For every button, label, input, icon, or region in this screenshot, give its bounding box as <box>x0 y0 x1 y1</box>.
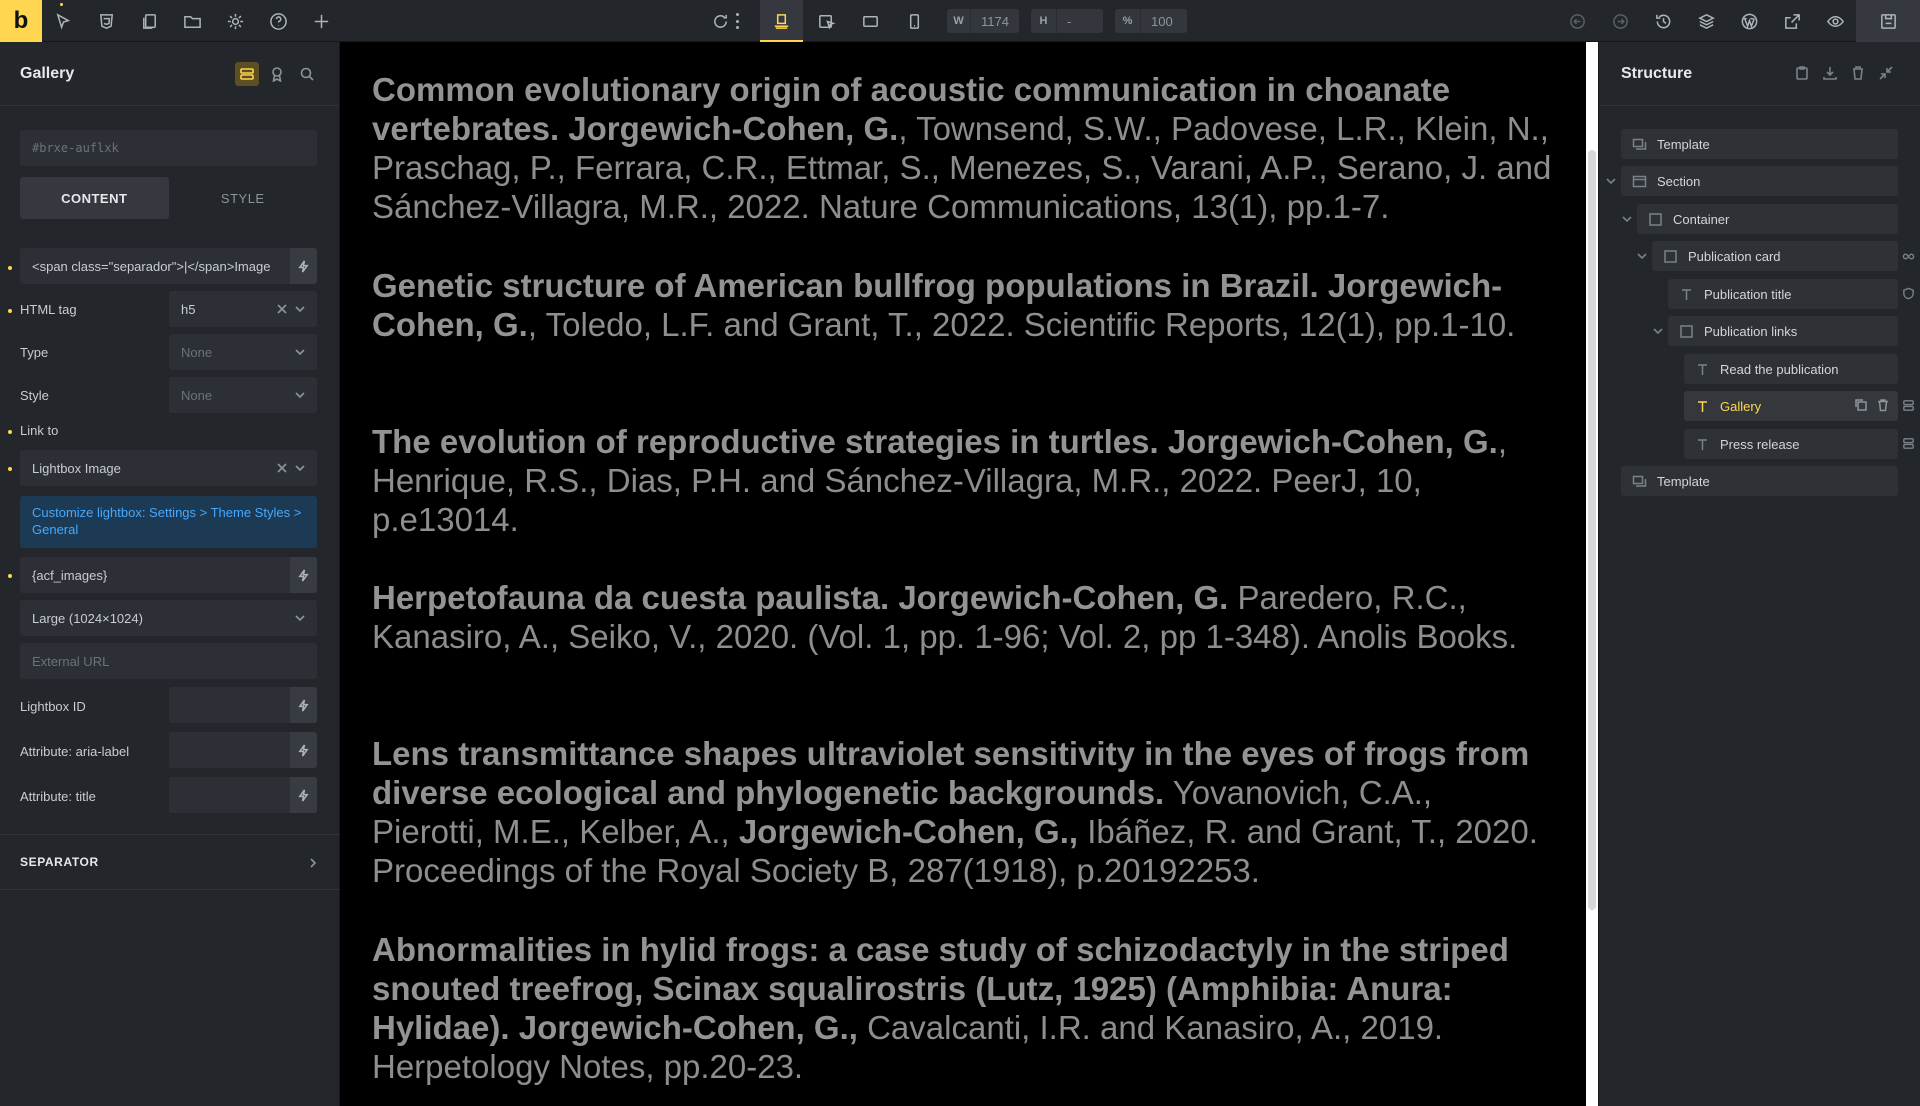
publication-entry[interactable] <box>372 266 1552 344</box>
style-label: Style <box>20 388 49 403</box>
modified-dot <box>8 266 12 270</box>
publication-entry[interactable] <box>372 734 1552 890</box>
type-label: Type <box>20 345 49 360</box>
structure-node-publication-title[interactable]: Publication title <box>1668 279 1898 309</box>
publication-title: Abnormalities in hylid frogs: a case study of schizodactyly in the striped snouted treefrog, Scinax squalirostris (Lutz, 1925) (Amphibia: Anura: Hylidae). <box>372 931 1509 1046</box>
publication-coauthors: Yovanovich, C.A., Pierotti, M.E., Kelber, A., <box>372 774 1433 850</box>
publication-author: Jorgewich-Cohen, G., <box>518 1009 858 1046</box>
tab-content[interactable]: CONTENT <box>20 177 169 219</box>
section-icon <box>1631 173 1647 189</box>
text-content-input[interactable]: <span class="separador">|</span>Image <box>20 248 317 284</box>
html-tag-select[interactable]: h5 <box>169 291 317 327</box>
publication-title: Common evolutionary origin of acoustic communication in choanate vertebrates. <box>372 71 1451 147</box>
structure-node-gallery[interactable]: Gallery <box>1684 391 1898 421</box>
text-icon <box>1694 436 1710 452</box>
clear-icon[interactable] <box>275 461 289 475</box>
clipboard-icon[interactable] <box>1794 65 1812 83</box>
canvas-scrollbar-thumb[interactable] <box>1588 150 1596 910</box>
chevron-right-icon <box>306 856 320 870</box>
chevron-down-icon[interactable] <box>1620 212 1634 226</box>
chevron-down-icon <box>293 345 307 359</box>
text-icon <box>1694 398 1710 414</box>
structure-node-section[interactable]: Section <box>1621 166 1898 196</box>
chevron-down-icon <box>293 388 307 402</box>
search-icon[interactable] <box>295 62 319 86</box>
modified-dot <box>8 309 12 313</box>
external-link-icon[interactable] <box>1771 0 1814 42</box>
tablet-icon[interactable] <box>849 0 892 42</box>
bricks-logo[interactable]: b <box>0 0 42 42</box>
dynamic-data-icon[interactable] <box>290 687 317 723</box>
tablet-landscape-icon[interactable] <box>805 0 848 42</box>
aria-label-input[interactable] <box>169 732 317 768</box>
chevron-down-icon[interactable] <box>1651 324 1665 338</box>
builder-canvas[interactable] <box>340 42 1586 1106</box>
modified-dot <box>8 467 12 471</box>
panel-header <box>0 42 339 106</box>
structure-title: Structure <box>1621 64 1693 82</box>
publication-author: Jorgewich-Cohen, G. <box>568 110 899 147</box>
mobile-icon[interactable] <box>893 0 936 42</box>
cursor-icon[interactable] <box>42 0 85 42</box>
wordpress-icon[interactable] <box>1728 0 1771 42</box>
separator-section-toggle[interactable]: SEPARATOR <box>0 834 340 890</box>
element-title: Gallery <box>20 64 75 82</box>
folder-icon[interactable] <box>171 0 214 42</box>
help-icon[interactable] <box>257 0 300 42</box>
lightbox-info-box[interactable]: Customize lightbox: Settings > Theme Styles > General <box>20 496 317 548</box>
structure-header <box>1599 42 1920 106</box>
template-icon <box>1631 473 1647 489</box>
structure-node-read-publication[interactable]: Read the publication <box>1684 354 1898 384</box>
publication-details: , Henrique, R.S., Dias, P.H. and Sánchez-Villagra, M.R., 2022. PeerJ, 10, p.e13014. <box>372 423 1508 538</box>
text-icon <box>1694 361 1710 377</box>
trash-icon[interactable] <box>1876 398 1890 415</box>
link-to-label: Link to <box>20 423 59 438</box>
clear-icon[interactable] <box>275 302 289 316</box>
publication-details: Paredero, R.C., Kanasiro, A., Seiko, V., 2020. (Vol. 1, pp. 1-96; Vol. 2, pp 1-348). Anolis Books. <box>372 579 1518 655</box>
publication-entry[interactable] <box>372 70 1552 226</box>
add-icon[interactable] <box>300 0 343 42</box>
publication-title: Genetic structure of American bullfrog populations in Brazil. <box>372 267 1319 304</box>
loop-icon <box>1902 250 1916 264</box>
badge-icon[interactable] <box>265 62 289 86</box>
chevron-down-icon[interactable] <box>1604 174 1618 188</box>
publication-title: Herpetofauna da cuesta paulista. <box>372 579 890 616</box>
redo-icon[interactable] <box>1599 0 1642 42</box>
structure-node-template-2[interactable]: Template <box>1621 466 1898 496</box>
lightbox-id-label: Lightbox ID <box>20 699 86 714</box>
publication-details: Ibáñez, R. and Grant, T., 2020. Proceedings of the Royal Society B, 287(1918), p.20192253. <box>372 813 1538 889</box>
html-tag-label: HTML tag <box>20 302 77 317</box>
structure-node-publication-card[interactable]: Publication card <box>1652 241 1898 271</box>
element-settings-panel <box>0 42 340 1106</box>
publication-entry[interactable] <box>372 930 1552 1086</box>
block-icon <box>1678 323 1694 339</box>
structure-node-publication-links[interactable]: Publication links <box>1668 316 1898 346</box>
dynamic-data-icon[interactable] <box>290 732 317 768</box>
shield-icon <box>1902 287 1916 301</box>
structure-panel <box>1598 42 1920 1106</box>
element-id-field[interactable]: #brxe-auflxk <box>20 130 317 166</box>
history-icon[interactable] <box>1642 0 1685 42</box>
structure-node-template[interactable]: Template <box>1621 129 1898 159</box>
width-field[interactable]: W 1174 <box>947 9 1019 33</box>
publication-details: Cavalcanti, I.R. and Kanasiro, A., 2019. Herpetology Notes, pp.20-23. <box>372 1009 1444 1085</box>
publication-entry[interactable] <box>372 422 1552 539</box>
image-size-select[interactable]: Large (1024×1024) <box>20 600 317 636</box>
dynamic-data-icon[interactable] <box>290 777 317 813</box>
dynamic-data-icon[interactable] <box>290 248 317 284</box>
refresh-icon[interactable] <box>697 0 743 42</box>
external-url-input[interactable]: External URL <box>20 643 317 679</box>
style-select[interactable]: None <box>169 377 317 413</box>
gallery-images-input[interactable]: {acf_images} <box>20 557 317 593</box>
publication-details: , Toledo, L.F. and Grant, T., 2022. Scientific Reports, 12(1), pp.1-10. <box>527 306 1516 343</box>
save-icon[interactable] <box>1856 0 1920 42</box>
container-icon <box>1647 211 1663 227</box>
chevron-down-icon <box>293 461 307 475</box>
publication-author: Jorgewich-Cohen, G., <box>738 813 1079 850</box>
aria-label-label: Attribute: aria-label <box>20 744 130 759</box>
template-icon <box>1631 136 1647 152</box>
tab-style[interactable]: STYLE <box>220 190 265 206</box>
publication-title: Lens transmittance shapes ultraviolet sensitivity in the eyes of frogs from diverse ecological and phylogenetic backgrounds. <box>372 735 1530 811</box>
chevron-down-icon[interactable] <box>1635 249 1649 263</box>
condition-icon <box>1902 437 1916 451</box>
publication-details: , Townsend, S.W., Padovese, L.R., Klein, N., Praschag, P., Ferrara, C.R., Ettmar, S., Menezes, S., Varani, A.P., Serano, J. and Sánchez-Villagra, M.R., 2022. Nature Communications, 13(1), pp.1-7. <box>372 110 1552 225</box>
height-field[interactable]: H - <box>1031 9 1103 33</box>
type-select[interactable]: None <box>169 334 317 370</box>
publication-entry[interactable] <box>372 578 1552 656</box>
pages-icon[interactable] <box>128 0 171 42</box>
publication-title: The evolution of reproductive strategies in turtles. <box>372 423 1159 460</box>
title-attribute-input[interactable] <box>169 777 317 813</box>
text-icon <box>1678 286 1694 302</box>
undo-icon[interactable] <box>1556 0 1599 42</box>
top-toolbar <box>0 0 1920 42</box>
layers-icon[interactable] <box>1685 0 1728 42</box>
link-type-select[interactable]: Lightbox Image <box>20 450 317 486</box>
modified-dot <box>8 574 12 578</box>
preview-eye-icon[interactable] <box>1814 0 1857 42</box>
duplicate-icon[interactable] <box>1854 398 1868 415</box>
chevron-down-icon <box>293 302 307 316</box>
chevron-down-icon <box>293 611 307 625</box>
collapse-icon[interactable] <box>1878 65 1896 83</box>
more-dots-icon[interactable] <box>736 13 739 29</box>
zoom-field[interactable]: % 100 <box>1115 9 1187 33</box>
structure-node-container[interactable]: Container <box>1637 204 1898 234</box>
publication-author: Jorgewich-Cohen, G. <box>1167 423 1498 460</box>
structure-node-press-release[interactable]: Press release <box>1684 429 1898 459</box>
download-icon[interactable] <box>1822 65 1840 83</box>
block-icon <box>1662 248 1678 264</box>
condition-icon <box>1902 399 1916 413</box>
dynamic-data-icon[interactable] <box>290 557 317 593</box>
element-classes-icon[interactable] <box>235 62 259 86</box>
publication-author: Jorgewich-Cohen, G. <box>898 579 1229 616</box>
lightbox-id-input[interactable] <box>169 687 317 723</box>
publication-author: Jorgewich-Cohen, G. <box>372 267 1503 343</box>
panel-tabs <box>20 177 317 219</box>
trash-icon[interactable] <box>1850 65 1868 83</box>
desktop-breakpoint-icon[interactable] <box>760 0 803 42</box>
title-attribute-label: Attribute: title <box>20 789 96 804</box>
settings-icon[interactable] <box>214 0 257 42</box>
modified-dot <box>8 430 12 434</box>
html5-icon[interactable] <box>85 0 128 42</box>
